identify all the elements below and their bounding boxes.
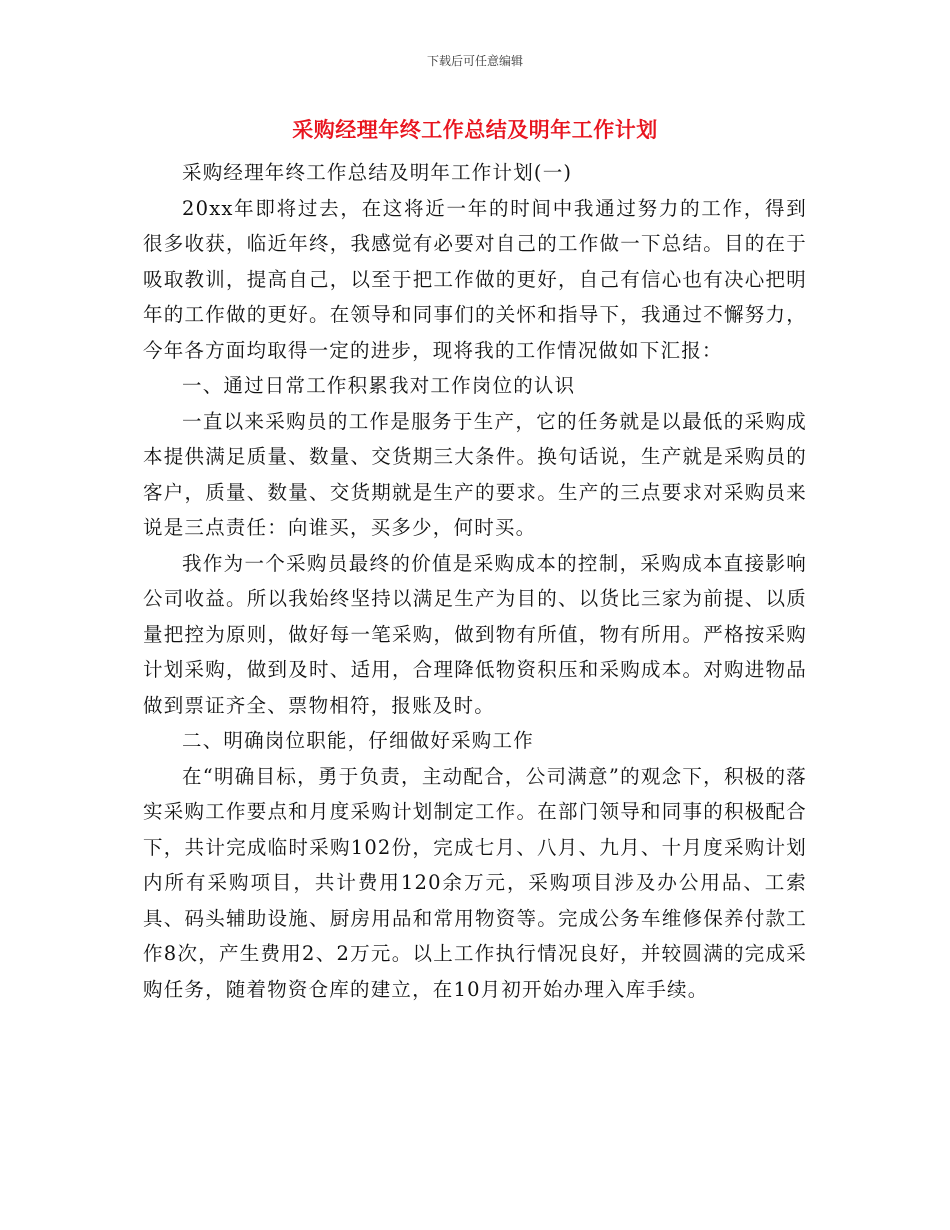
section-heading-1: 一、通过日常工作积累我对工作岗位的认识 xyxy=(182,374,576,397)
body-paragraph: 在“明确目标，勇于负责，主动配合，公司满意”的观念下，积极的落实采购工作要点和月度采购计划制定工作。在部门领导和同事的积极配合下，共计完成临时采购102份，完成七月、八月、九月、十月度采购计划内所有采购项目，共计费用120余万元，采购项目涉及办公用品、工索具、码头辅助设施、厨房用品和常用物资等。完成公务车维修保养付款工作8次，产生费用2、2万元。以上工作执行情况良好，并较圆满的完成采购任务，随着物资仓库的建立，在10月初开始办理入库手续。 xyxy=(143,764,807,1001)
document-body xyxy=(143,155,807,1007)
subtitle-paragraph: 采购经理年终工作总结及明年工作计划(一) xyxy=(182,161,573,184)
document-title: 采购经理年终工作总结及明年工作计划 xyxy=(292,118,658,142)
section-heading-2: 二、明确岗位职能，仔细做好采购工作 xyxy=(182,729,534,752)
body-paragraph: 一直以来采购员的工作是服务于生产，它的任务就是以最低的采购成本提供满足质量、数量、交货期三大条件。换句话说，生产就是采购员的客户，质量、数量、交货期就是生产的要求。生产的三点要求对采购员来说是三点责任：向谁买，买多少，何时买。 xyxy=(143,409,807,539)
header-note: 下载后可任意编辑 xyxy=(426,54,523,68)
body-paragraph: 我作为一个采购员最终的价值是采购成本的控制，采购成本直接影响公司收益。所以我始终坚持以满足生产为目的、以货比三家为前提、以质量把控为原则，做好每一笔采购，做到物有所值，物有所用。严格按采购计划采购，做到及时、适用，合理降低物资积压和采购成本。对购进物品做到票证齐全、票物相符，报账及时。 xyxy=(143,551,807,717)
intro-paragraph: 20xx年即将过去，在这将近一年的时间中我通过努力的工作，得到很多收获，临近年终，我感觉有必要对自己的工作做一下总结。目的在于吸取教训，提高自己，以至于把工作做的更好，自己有信心也有决心把明年的工作做的更好。在领导和同事们的关怀和指导下，我通过不懈努力，今年各方面均取得一定的进步，现将我的工作情况做如下汇报： xyxy=(143,196,807,362)
